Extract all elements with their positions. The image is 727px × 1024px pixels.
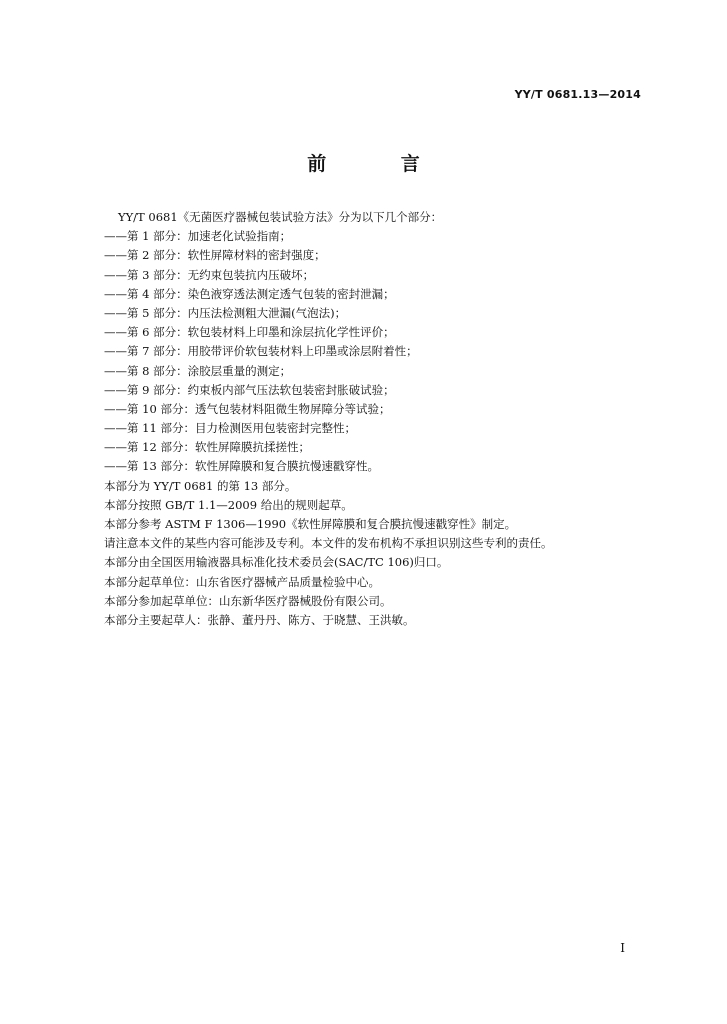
list-item: ——第 12 部分：软性屏障膜抗揉搓性； — [104, 440, 310, 455]
page-title: 前 言 — [307, 153, 454, 175]
list-item: ——第 2 部分：软性屏障材料的密封强度； — [104, 248, 326, 263]
statement-paragraph: 本部分按照 GB/T 1.1—2009 给出的规则起草。 — [104, 497, 353, 512]
list-item: ——第 9 部分：约束板内部气压法软包装密封胀破试验； — [104, 382, 395, 397]
list-item: ——第 6 部分：软包装材料上印墨和涂层抗化学性评价； — [104, 325, 395, 340]
list-item: ——第 7 部分：用胶带评价软包装材料上印墨或涂层附着性； — [104, 344, 418, 359]
list-item: ——第 10 部分：透气包装材料阻微生物屏障分等试验； — [104, 401, 391, 416]
parts-list — [104, 227, 644, 476]
statement-paragraph: 本部分起草单位：山东省医疗器械产品质量检验中心。 — [104, 574, 380, 589]
statement-paragraph: 本部分主要起草人：张静、董丹丹、陈方、于晓慧、王洪敏。 — [104, 612, 415, 627]
page-number: I — [620, 941, 625, 955]
statement-paragraph: 本部分为 YY/T 0681 的第 13 部分。 — [104, 478, 297, 493]
list-item: ——第 4 部分：染色液穿透法测定透气包装的密封泄漏； — [104, 286, 395, 301]
list-item: ——第 3 部分：无约束包装抗内压破坏； — [104, 267, 315, 282]
statement-paragraph: 本部分参考 ASTM F 1306—1990《软性屏障膜和复合膜抗慢速戳穿性》制定。 — [104, 517, 517, 531]
list-item: ——第 1 部分：加速老化试验指南； — [104, 229, 292, 244]
standard-code: YY/T 0681.13—2014 — [514, 88, 641, 101]
foreword-body — [104, 208, 644, 630]
statements — [104, 477, 644, 631]
statement-paragraph: 请注意本文件的某些内容可能涉及专利。本文件的发布机构不承担识别这些专利的责任。 — [104, 536, 553, 551]
list-item: ——第 5 部分：内压法检测粗大泄漏(气泡法)； — [104, 305, 347, 320]
intro-paragraph: YY/T 0681《无菌医疗器械包装试验方法》分为以下几个部分： — [118, 210, 443, 224]
statement-paragraph: 本部分由全国医用输液器具标准化技术委员会(SAC/TC 106)归口。 — [104, 555, 449, 570]
list-item: ——第 11 部分：目力检测医用包装密封完整性； — [104, 421, 356, 436]
list-item: ——第 8 部分：涂胶层重量的测定； — [104, 363, 292, 378]
statement-paragraph: 本部分参加起草单位：山东新华医疗器械股份有限公司。 — [104, 593, 392, 608]
list-item: ——第 13 部分：软性屏障膜和复合膜抗慢速戳穿性。 — [104, 459, 379, 474]
